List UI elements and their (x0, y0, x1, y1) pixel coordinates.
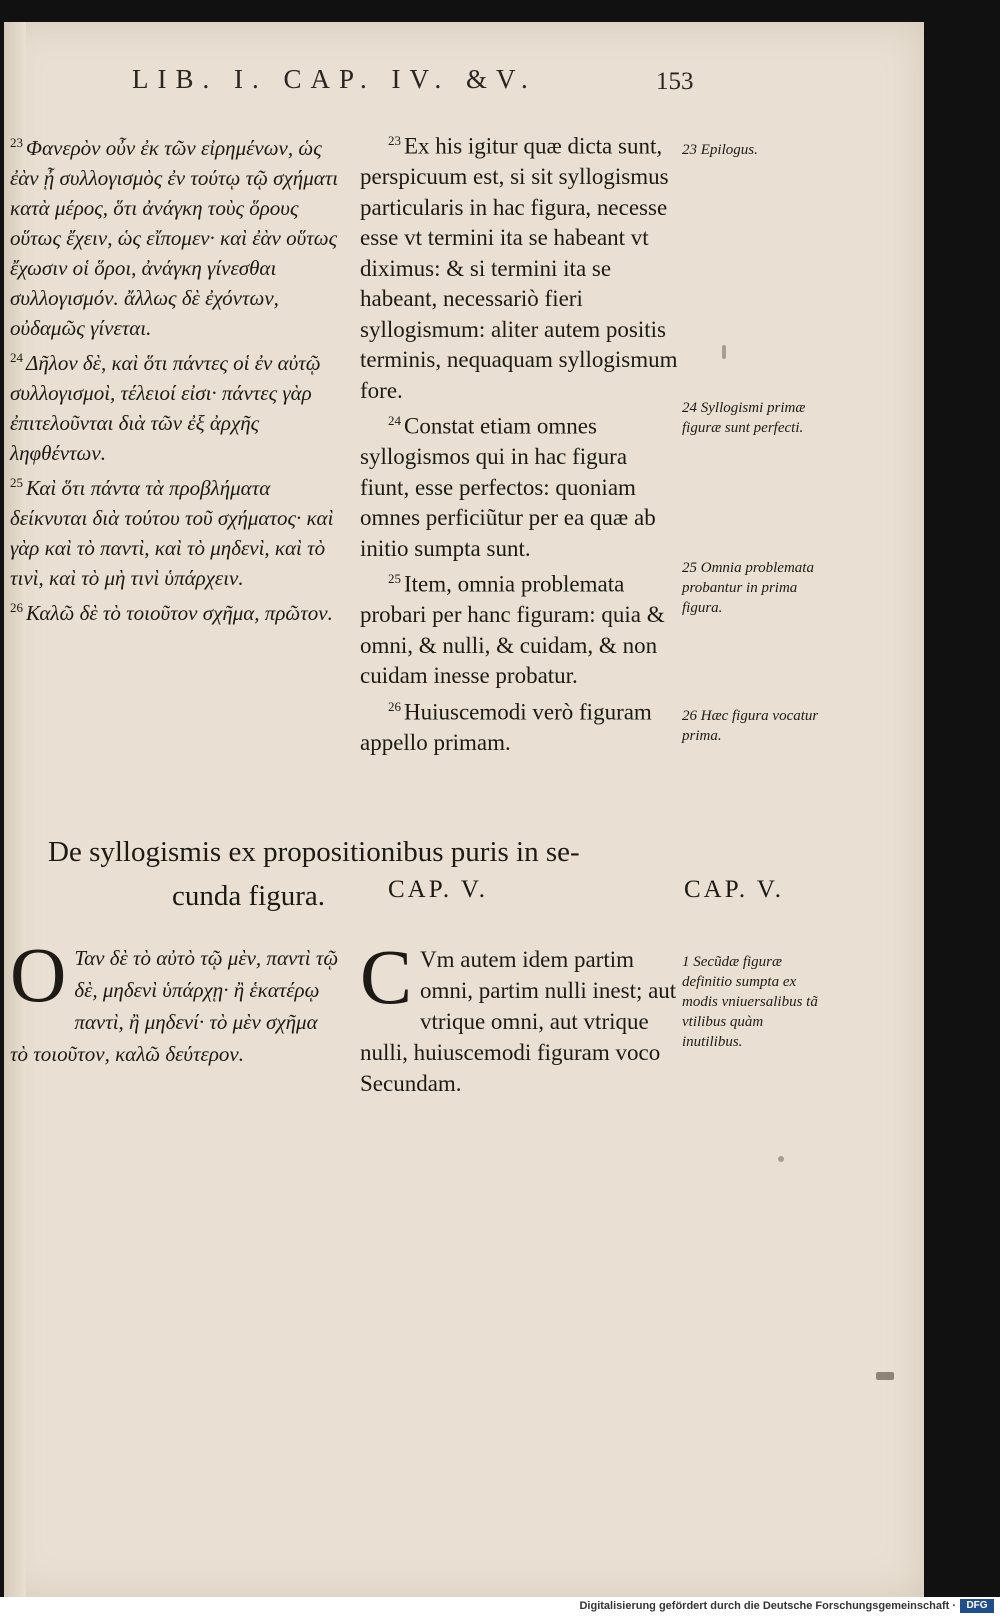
greek-paragraph-23 (10, 128, 340, 343)
margin-note: 26 Hæc figura vocatur prima. (682, 708, 819, 744)
note-number: 26 (10, 600, 23, 615)
chapter-heading (48, 830, 648, 918)
ink-speck (876, 1372, 894, 1380)
drop-capital: C (360, 933, 413, 1020)
chapter-heading-line: De syllogismis ex propositionibus puris in se- (48, 836, 580, 868)
greek-paragraph-25 (10, 468, 340, 593)
ink-speck (778, 1156, 784, 1162)
greek-paragraph-26 (10, 593, 340, 628)
greek-text: Δῆλον δὲ, καὶ ὅτι πάντες οἱ ἐν αὐτῷ συλλογισμοὶ, τέλειοί εἰσι· πάντες γὰρ ἐπιτελοῦνται διὰ τῶν ἐξ ἀρχῆς ληφθέντων. (10, 351, 321, 465)
latin-paragraph-26 (360, 692, 678, 759)
latin-text: Vm autem idem partim omni, partim nulli inest; aut vtrique omni, aut vtrique nulli, huiuscemodi figuram voco Secundam. (360, 947, 677, 1096)
latin-text: Constat etiam omnes syllogismos qui in hac figura fiunt, esse perfectos: quoniam omnes perficiũtur per ea quæ ab initio sumpta sunt. (360, 413, 656, 561)
margin-note-2: 1 Secũdæ figuræ definitio sumpta ex modis vniuersalibus tã vtilibus quàm inutilibus. (682, 954, 818, 1050)
dfg-logo: DFG (960, 1599, 994, 1613)
ink-speck (722, 345, 726, 359)
latin-paragraph-25 (360, 564, 678, 692)
latin-text-column-2 (360, 933, 678, 1099)
latin-text: Ex his igitur quæ dicta sunt, perspicuum est, si sit syllogismus particularis in hac figura, necesse esse vt termini ita se habeant vt diximus: & si termini ita se habeant, necessariò fieri syllogismum: aliter autem positis terminis, nequaquam syllogismum fore. (360, 133, 678, 403)
note-number: 25 (388, 571, 401, 587)
latin-text: Huiuscemodi verò figuram appello primam. (360, 699, 652, 756)
latin-paragraph-23 (360, 126, 678, 406)
running-head: LIB. I. CAP. IV. &V. (132, 64, 537, 94)
note-number: 25 (10, 475, 23, 490)
note-number: 26 (388, 698, 401, 714)
greek-text: Ταν δὲ τὸ αὐτὸ τῷ μὲν, παντὶ τῷ δὲ, μηδενὶ ὑπάρχῃ· ἢ ἑκατέρῳ παντὶ, ἢ μηδενί· τὸ μὲν σχῆμα τὸ τοιοῦτον, καλῶ δεύτερον. (10, 946, 339, 1066)
chapter-label-margin: CAP. V. (684, 876, 784, 903)
note-number: 24 (388, 413, 401, 429)
latin-paragraph-24 (360, 406, 678, 564)
footer-credit: Digitalisierung gefördert durch die Deutsche Forschungsgemeinschaft · (579, 1600, 956, 1612)
greek-text-column (10, 128, 340, 628)
greek-text: Καλῶ δὲ τὸ τοιοῦτον σχῆμα, πρῶτον. (26, 601, 333, 625)
note-number: 24 (10, 350, 23, 365)
margin-note: 25 Omnia problemata probantur in prima figura. (682, 560, 814, 616)
chapter-label: CAP. V. (388, 876, 488, 903)
chapter-heading-line: cunda figura. (172, 880, 325, 912)
margin-note: 24 Syllogismi primæ figuræ sunt perfecti. (682, 400, 806, 436)
greek-text: Φανερὸν οὖν ἐκ τῶν εἰρημένων, ὡς ἐὰν ᾖ συλλογισμὸς ἐν τούτῳ τῷ σχήματι κατὰ μέρος, ὅτι ἀνάγκη τοὺς ὅρους οὕτως ἔχειν, ὡς εἴπομεν· καὶ ἐὰν οὕτως ἔχωσιν οἱ ὅροι, ἀνάγκη γίνεσθαι συλλογισμόν. ἄλλως δὲ ἐχόντων, οὐδαμῶς γίνεται. (10, 136, 339, 340)
margin-note: 23 Epilogus. (682, 142, 758, 158)
latin-text-column (360, 126, 678, 759)
greek-text: Καὶ ὅτι πάντα τὰ προβλήματα δείκνυται διὰ τούτου τοῦ σχήματος· καὶ γὰρ καὶ τὸ παντὶ, καὶ τὸ μηδενὶ, καὶ τὸ τινὶ, καὶ τὸ μὴ τινὶ ὑπάρχειν. (10, 476, 334, 590)
greek-paragraph-24 (10, 343, 340, 468)
drop-capital: Ο (10, 931, 67, 1018)
greek-text-column-2 (10, 931, 340, 1070)
latin-text: Item, omnia problemata probari per hanc figuram: quia & omni, & nulli, & cuidam, & non cuidam inesse probatur. (360, 571, 665, 689)
note-number: 23 (10, 135, 23, 150)
page-number: 153 (656, 68, 694, 95)
note-number: 23 (388, 133, 401, 148)
